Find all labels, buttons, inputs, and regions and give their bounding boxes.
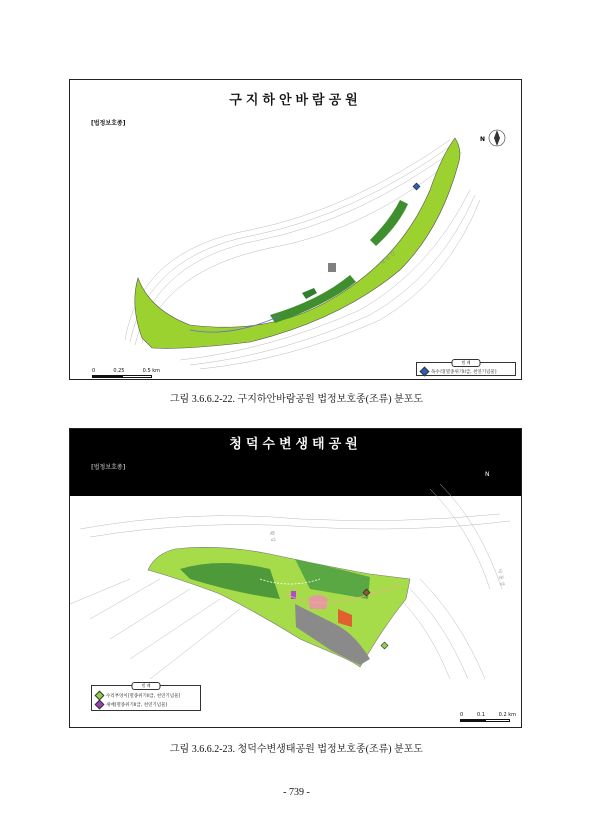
- figure1-caption: 그림 3.6.6.2-22. 구지하안바람공원 법정보호종(조류) 분포도: [169, 394, 424, 405]
- sparrowhawk-diamond-icon: [95, 700, 105, 710]
- figure2-scale: [460, 712, 516, 722]
- page-number: - 739 -: [283, 787, 310, 798]
- figure1-scale: [92, 368, 160, 378]
- scale-label: 0.5 km: [142, 368, 160, 374]
- figure2-legend: [91, 685, 201, 711]
- scale-label: 0.2 km: [498, 712, 516, 718]
- legend-item: [96, 692, 200, 699]
- scale-label: 0: [460, 712, 464, 718]
- legend-title: 범 례: [132, 682, 161, 690]
- scale-label: 0: [92, 368, 96, 374]
- legend-label: 수리부엉이[멸종위기II급, 천연기념물]: [106, 693, 181, 699]
- figure2-tag: [법정보호종]: [91, 464, 126, 471]
- north-label: N: [485, 471, 490, 478]
- legend-label: 새매[멸종위기II급, 천연기념물]: [106, 702, 168, 708]
- eagle-marker-icon: [413, 183, 420, 190]
- legend-item: [96, 701, 200, 708]
- north-label: N: [480, 136, 486, 143]
- scale-label: 0.25: [113, 368, 125, 374]
- figure1-map: [69, 79, 522, 380]
- figure1-tag: [법정보호종]: [91, 120, 126, 127]
- legend-label: 독수리[멸종위기II급, 천연기념물]: [431, 369, 497, 375]
- figure1-legend: [416, 362, 516, 376]
- river-label-right: 낙 동 강: [496, 568, 506, 587]
- figure2-title: 청덕수변생태공원: [229, 437, 362, 452]
- legend-title: 범 례: [452, 359, 481, 367]
- figure1-title: 구지하안바람공원: [229, 93, 362, 108]
- figure2-caption: 그림 3.6.6.2-23. 청덕수변생태공원 법정보호종(조류) 분포도: [169, 744, 424, 755]
- figure1-map-graphic: [70, 80, 522, 380]
- owl-marker-icon: [381, 642, 388, 649]
- park-area: [135, 138, 460, 348]
- eagle-diamond-icon: [420, 367, 430, 377]
- river-label: 낙 동 강: [379, 250, 397, 267]
- scale-label: 0.1: [476, 712, 485, 718]
- north-arrow-icon: [489, 130, 505, 146]
- river-label-top: 황 강: [268, 530, 276, 543]
- figure2-map: [69, 428, 522, 728]
- park-area: [148, 547, 410, 667]
